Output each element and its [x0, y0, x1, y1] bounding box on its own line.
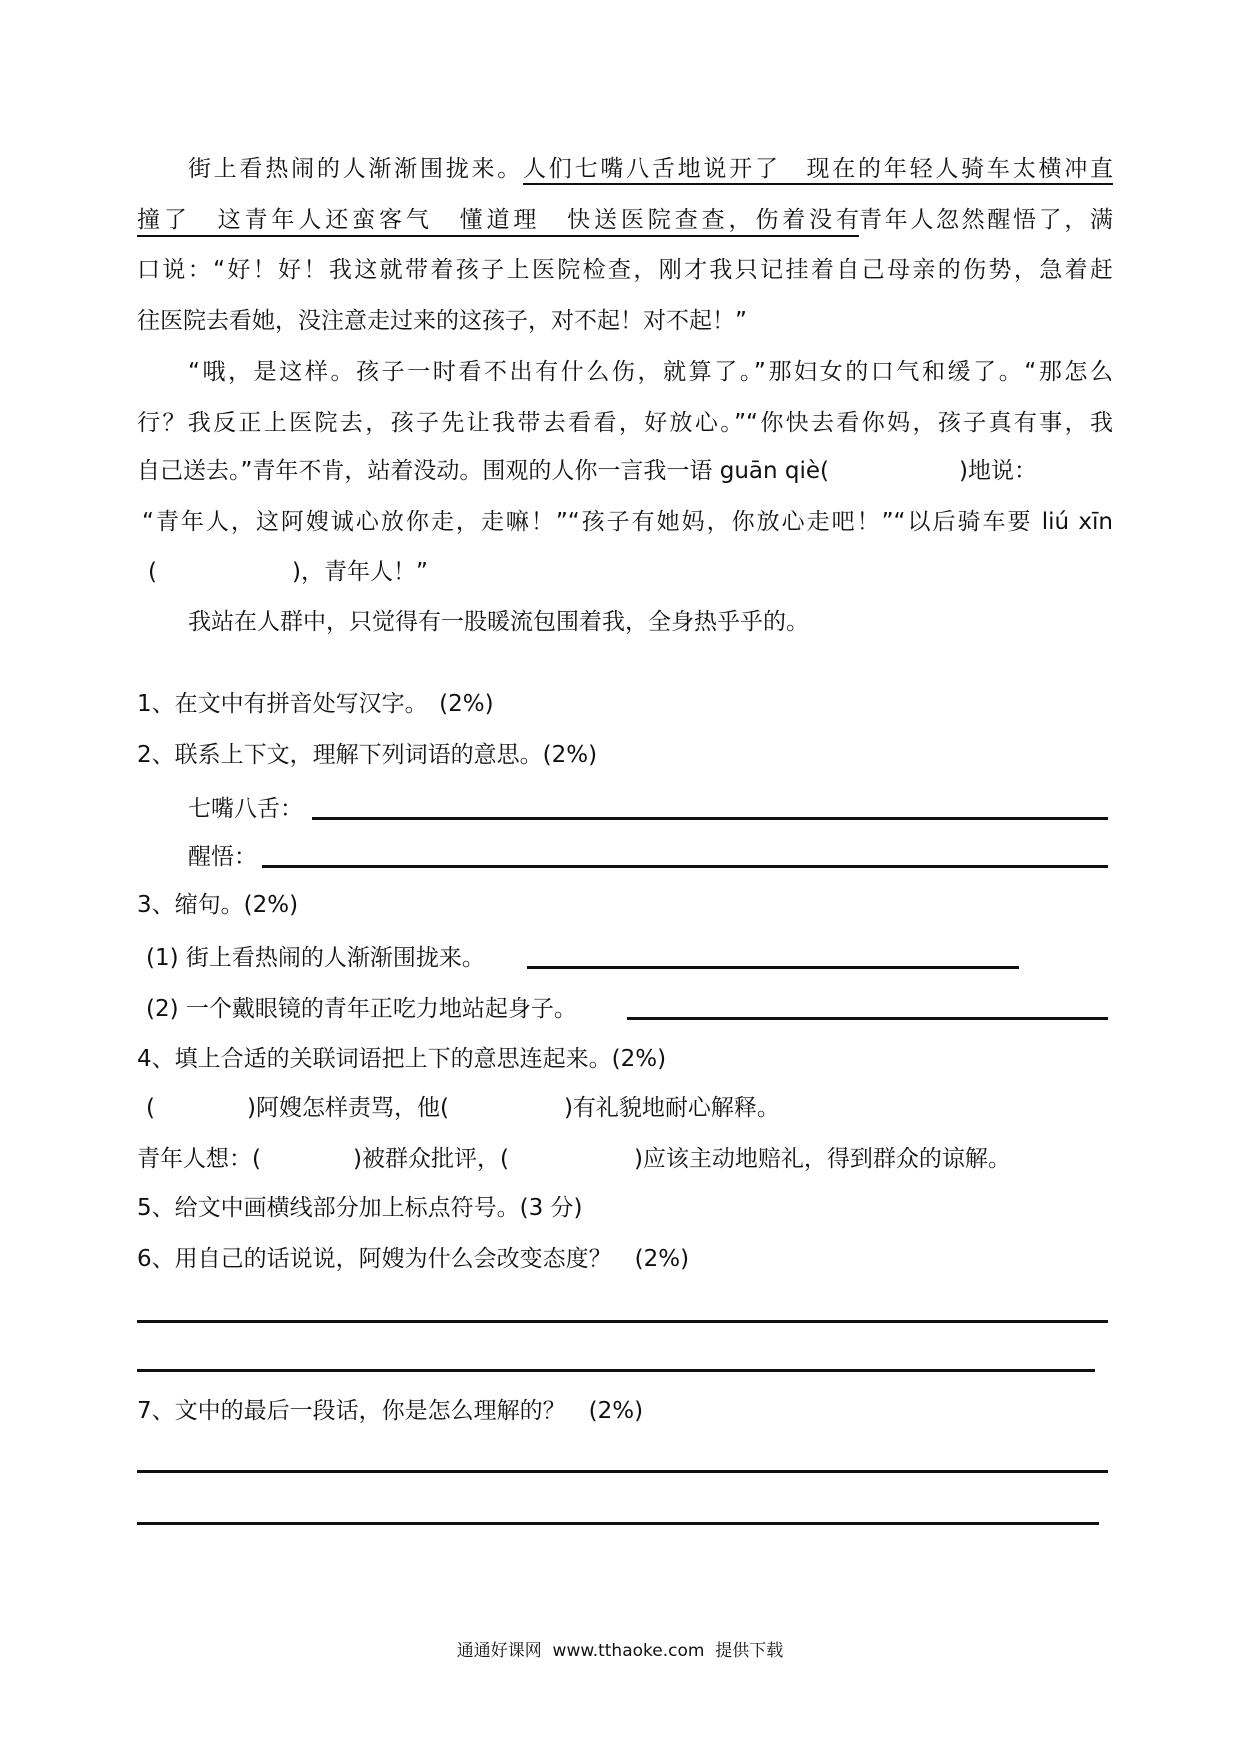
- text: )阿嫂怎样责骂，他(: [246, 1095, 449, 1121]
- passage-p1-line3: 口说：“好！好！我这就带着孩子上医院检查，刚才我只记挂着自己母亲的伤势，急着赶: [137, 257, 1113, 283]
- q3-sentence-2: (2) 一个戴眼镜的青年正吃力地站起身子。: [146, 996, 577, 1022]
- text: (: [146, 1095, 155, 1121]
- text: )应该主动地赔礼，得到群众的谅解。: [633, 1146, 1011, 1172]
- q4-row-1: [146, 1094, 780, 1122]
- question-6: 6、用自己的话说说，阿嫂为什么会改变态度？ (2%): [137, 1246, 690, 1272]
- underlined-text: 人们七嘴八舌地说开了 现在的年轻人骑车太横冲直: [523, 156, 1113, 185]
- passage-p2-line1: “哦，是这样。孩子一时看不出有什么伤，就算了。”那妇女的口气和缓了。“那怎么: [188, 359, 1113, 385]
- q3-sentence-1: (1) 街上看热闹的人渐渐围拢来。: [146, 945, 485, 971]
- text: 青年人忽然醒悟了，满: [859, 207, 1113, 233]
- passage-p3: 我站在人群中，只觉得有一股暖流包围着我，全身热乎乎的。: [188, 609, 809, 635]
- question-2: 2、联系上下文，理解下列词语的意思。(2%): [137, 742, 598, 768]
- question-5: 5、给文中画横线部分加上标点符号。(3 分): [137, 1195, 583, 1221]
- text: (: [148, 559, 157, 585]
- passage-p1-line4: 往医院去看她，没注意走过来的这孩子，对不起！对不起！”: [137, 308, 747, 334]
- question-1: 1、在文中有拼音处写汉字。 (2%): [137, 691, 494, 717]
- passage-p1-line2: [137, 206, 1113, 237]
- question-7: 7、文中的最后一段话，你是怎么理解的？ (2%): [137, 1398, 644, 1424]
- question-4: 4、填上合适的关联词语把上下的意思连起来。(2%): [137, 1046, 667, 1072]
- q4-row-2: [137, 1145, 1011, 1173]
- text: )有礼貌地耐心解释。: [563, 1095, 780, 1121]
- answer-line[interactable]: [137, 1470, 1108, 1473]
- answer-line[interactable]: [137, 1320, 1108, 1323]
- answer-line[interactable]: [312, 817, 1108, 820]
- passage-p2-line2: 行？我反正上医院去，孩子先让我带去看看，好放心。”“你快去看你妈，孩子真有事，我: [137, 410, 1113, 436]
- passage-p2-line3: [137, 457, 1113, 485]
- text: )被群众批评，(: [352, 1146, 509, 1172]
- text: 自己送去。”青年不肯，站着没动。围观的人你一言我一语 guān qiè(: [137, 458, 829, 484]
- answer-line[interactable]: [627, 1017, 1108, 1020]
- answer-line[interactable]: [137, 1522, 1099, 1525]
- footer-credit: 通通好课网 www.tthaoke.com 提供下载: [456, 1641, 784, 1661]
- text: )，青年人！”: [291, 559, 428, 585]
- answer-line[interactable]: [137, 1369, 1095, 1372]
- answer-line[interactable]: [527, 966, 1019, 969]
- question-3: 3、缩句。(2%): [137, 892, 299, 918]
- text: 青年人想：(: [137, 1146, 261, 1172]
- passage-p1-line1: [188, 155, 1113, 187]
- q2-word-xingwu: 醒悟：: [188, 844, 257, 870]
- passage-p2-line4: “青年人，这阿嫂诚心放你走，走嘛！”“孩子有她妈，你放心走吧！”“以后骑车要 liú xīn: [142, 509, 1113, 535]
- q2-word-qizuibashe: 七嘴八舌：: [188, 796, 303, 822]
- passage-p2-line5: [148, 558, 428, 586]
- underlined-text: 撞了 这青年人还蛮客气 懂道理 快送医院查查，伤着没有: [137, 206, 859, 237]
- answer-line[interactable]: [262, 865, 1108, 868]
- text: )地说：: [959, 458, 1037, 484]
- text: 街上看热闹的人渐渐围拢来。: [188, 156, 524, 182]
